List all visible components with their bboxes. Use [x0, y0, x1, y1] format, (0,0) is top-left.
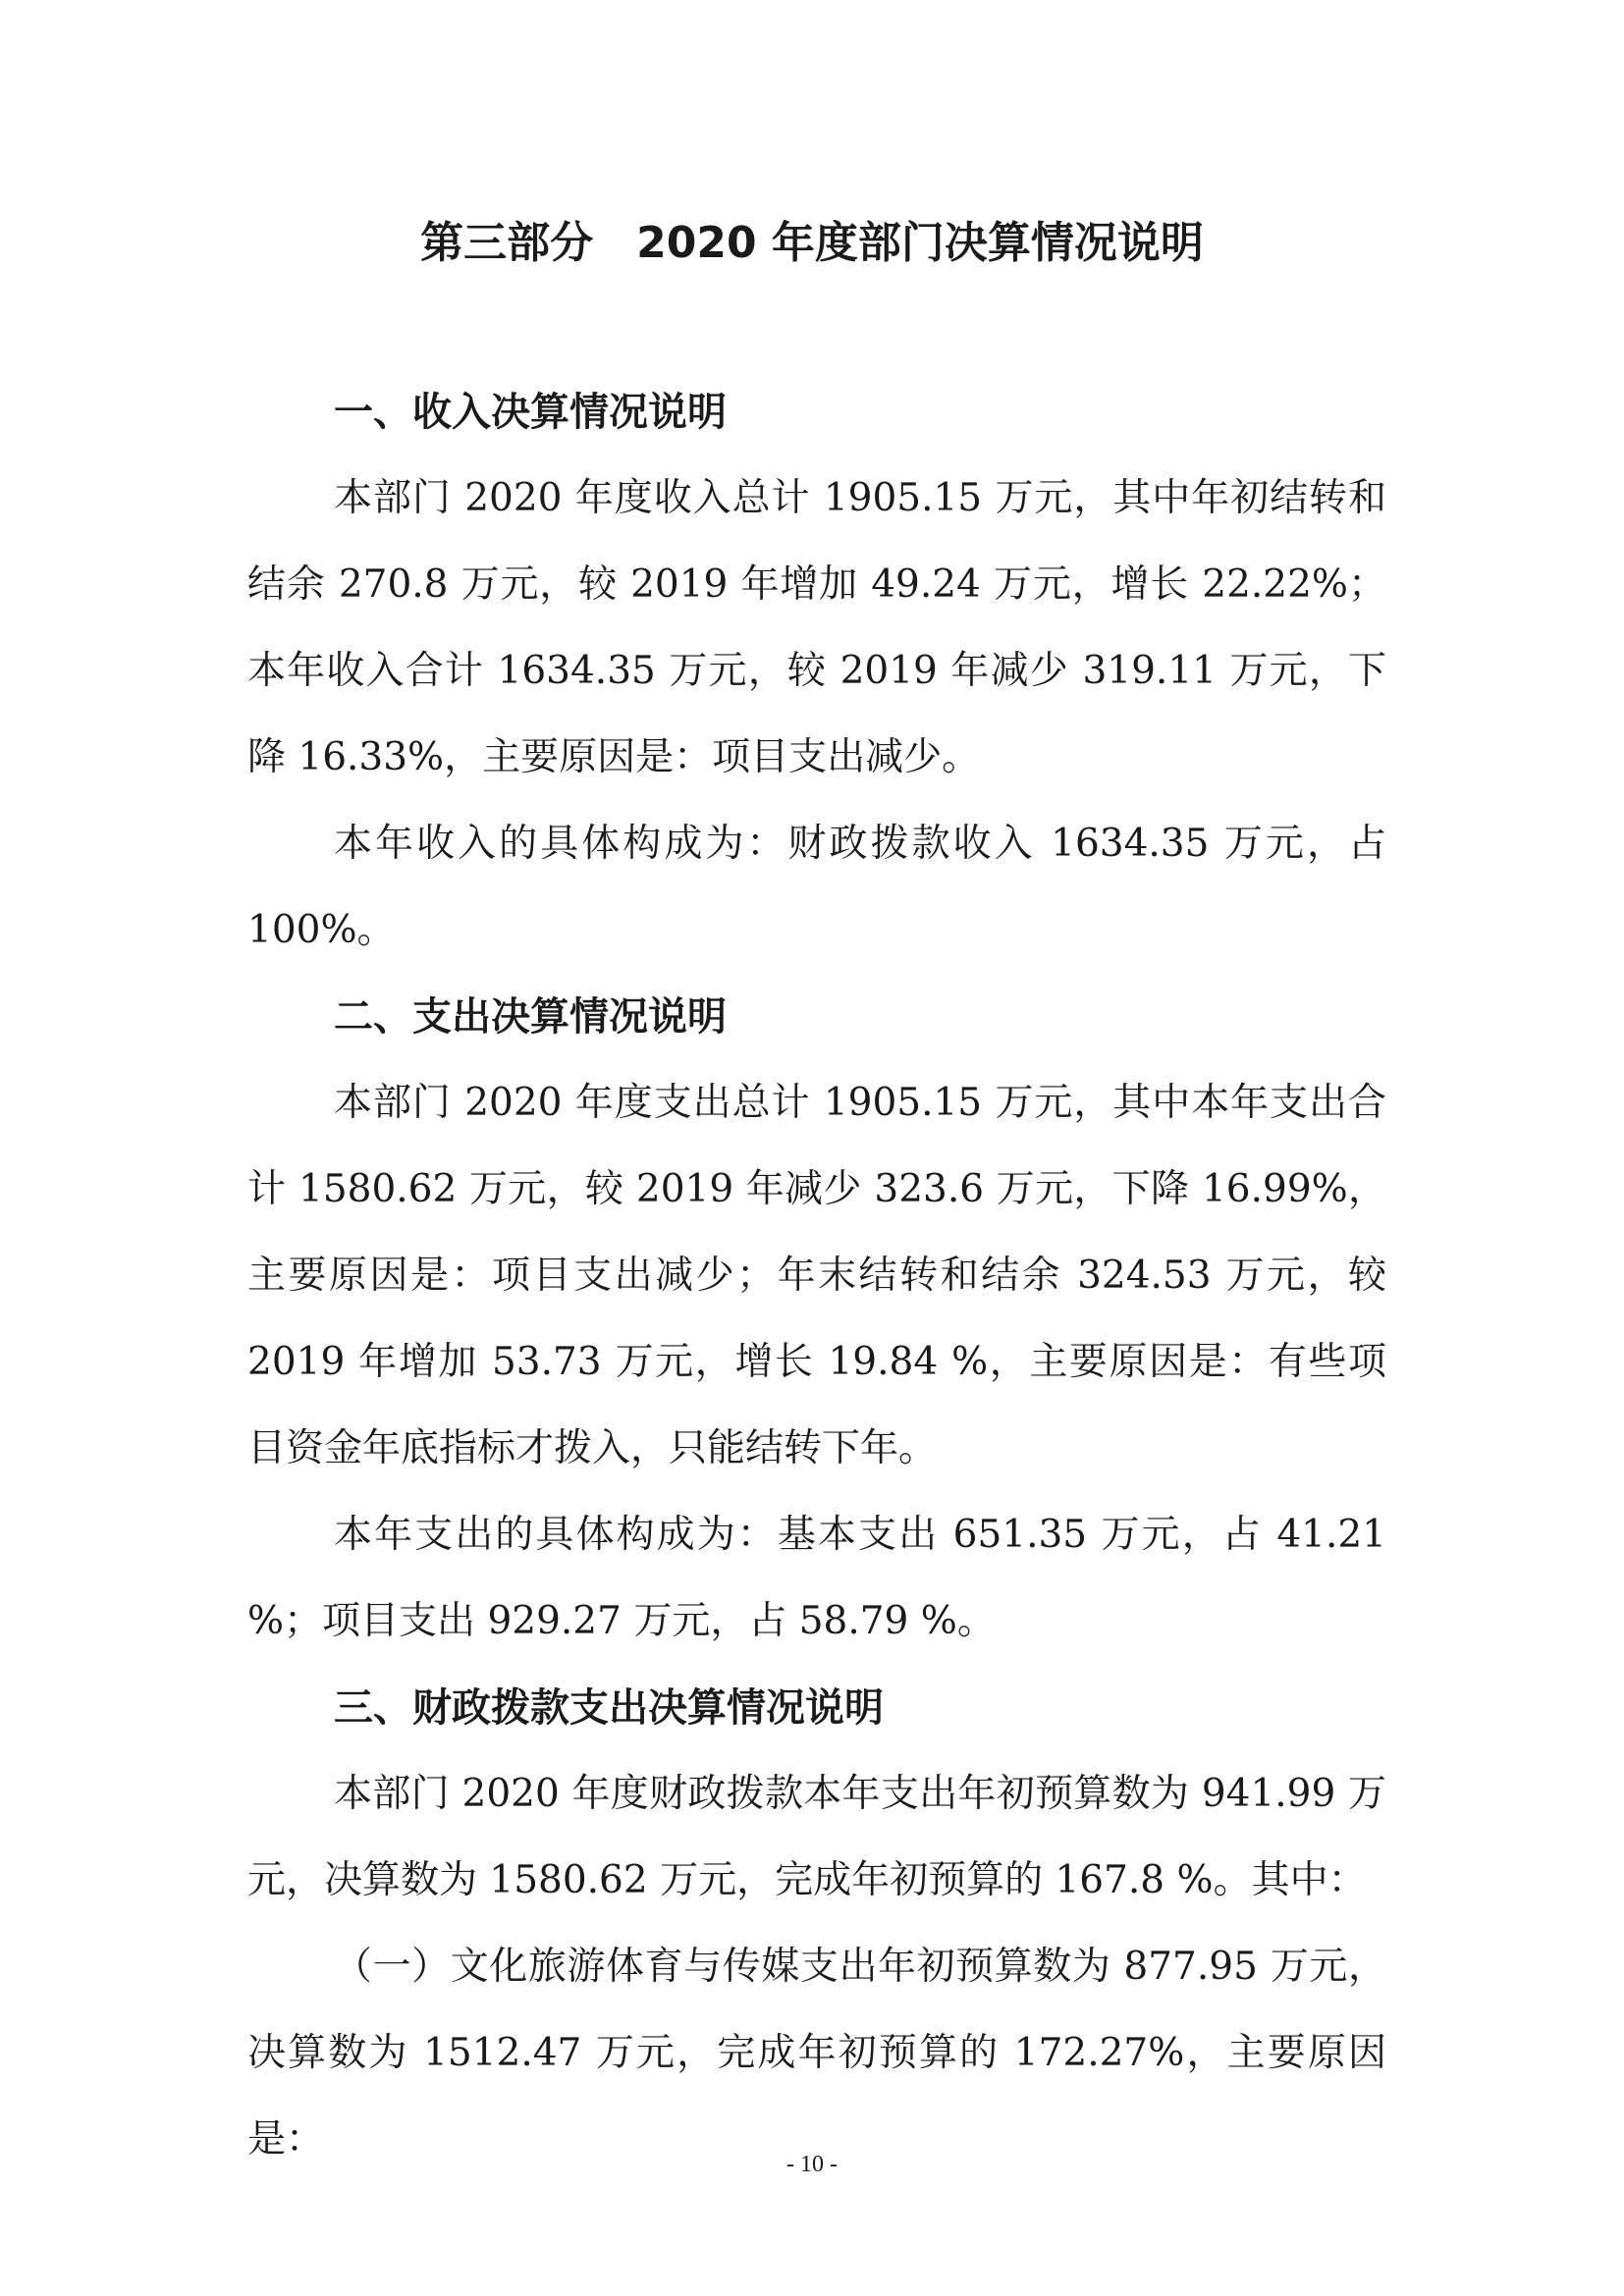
paragraph: 本部门 2020 年度收入总计 1905.15 万元，其中年初结转和结余 270.8 万元，较 2019 年增加 49.24 万元，增长 22.22%；本年收入合计 1634.35 万元，较 2019 年减少 319.11 万元，下降 16.33%，主要原因是：项目支出减少。 — [247, 476, 1386, 779]
paragraph: 本年支出的具体构成为：基本支出 651.35 万元，占 41.21 %；项目支出 929.27 万元，占 58.79 %。 — [247, 1513, 1386, 1643]
section-expenditure — [247, 974, 1386, 1665]
paragraph: 本年收入的具体构成为：财政拨款收入 1634.35 万元，占 100%。 — [247, 822, 1386, 952]
document-body — [247, 369, 1386, 2183]
section-income — [247, 369, 1386, 974]
section-fiscal-appropriation — [247, 1665, 1386, 2183]
paragraph: （一）文化旅游体育与传媒支出年初预算数为 877.95 万元，决算数为 1512.47 万元，完成年初预算的 172.27%，主要原因是： — [247, 1945, 1386, 2162]
paragraph: 本部门 2020 年度支出总计 1905.15 万元，其中本年支出合计 1580.62 万元，较 2019 年减少 323.6 万元，下降 16.99%，主要原因是：项目支出减少；年末结转和结余 324.53 万元，较 2019 年增加 53.73 万元，增长 19.84 %，主要原因是：有些项目资金年底指标才拨入，只能结转下年。 — [247, 1081, 1386, 1470]
page-title: 第三部分 2020 年度部门决算情况说明 — [420, 218, 1204, 268]
section-heading: 一、收入决算情况说明 — [334, 390, 727, 435]
section-heading: 三、财政拨款支出决算情况说明 — [334, 1685, 884, 1731]
page-number: - 10 - — [786, 2152, 838, 2177]
paragraph: 本部门 2020 年度财政拨款本年支出年初预算数为 941.99 万元，决算数为 1580.62 万元，完成年初预算的 167.8 %。其中： — [247, 1772, 1386, 1902]
section-heading: 二、支出决算情况说明 — [334, 994, 727, 1040]
